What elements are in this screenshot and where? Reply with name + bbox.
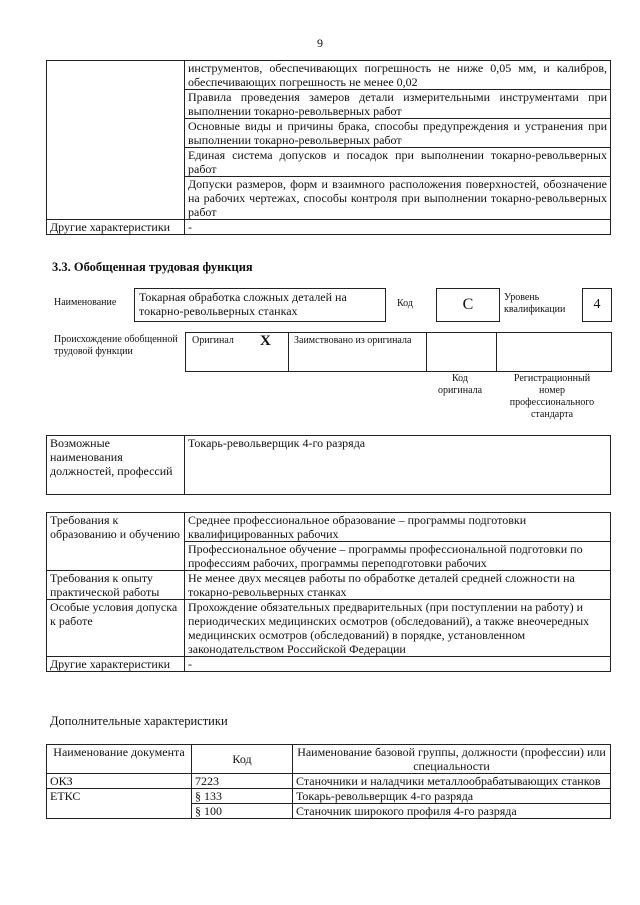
- table-row: [47, 513, 611, 542]
- level-box: [582, 288, 612, 322]
- row-name: Станочник широкого профиля 4-го разряда: [293, 804, 611, 819]
- additional-table: [46, 744, 611, 819]
- req-other-label: Другие характеристики: [47, 657, 185, 672]
- education-label: Требования к образованию и обучению: [47, 513, 185, 571]
- original-label: Оригинал: [192, 335, 234, 346]
- row-doc: ОКЗ: [47, 774, 192, 789]
- experience-label: Требования к опыту практической работы: [47, 571, 185, 600]
- table-row: [47, 745, 611, 774]
- section-title: 3.3. Обобщенная трудовая функция: [52, 260, 253, 274]
- table-cell: Основные виды и причины брака, способы предупреждения и устранения при выполнении токарно-револьверных работ: [185, 119, 611, 148]
- name-label: Наименование: [54, 297, 117, 308]
- level-label: Уровень квалификации: [504, 292, 566, 315]
- function-name-box: [134, 288, 386, 322]
- row-code: § 100: [192, 804, 293, 819]
- education-value: Среднее профессиональное образование – программы подготовки квалифицированных рабочих: [185, 513, 611, 542]
- borrowed-label: Заимствовано из оригинала: [294, 335, 412, 346]
- code-value: C: [462, 296, 474, 313]
- code-caption: Код оригинала: [437, 373, 483, 396]
- table-row: [47, 600, 611, 657]
- table-cell: Правила проведения замеров детали измерительными инструментами при выполнении токарно-револьверных работ: [185, 90, 611, 119]
- row-code: § 133: [192, 789, 293, 804]
- positions-table: [46, 435, 611, 495]
- table-row: [47, 657, 611, 672]
- header-name: Наименование базовой группы, должности (профессии) или специальности: [293, 745, 611, 774]
- empty-label-cell: [47, 61, 185, 220]
- code-box: [436, 288, 500, 322]
- function-name-value: Токарная обработка сложных деталей на токарно-револьверных станках: [139, 290, 347, 318]
- other-characteristics-value: -: [185, 220, 611, 235]
- table-cell: Единая система допусков и посадок при выполнении токарно-револьверных работ: [185, 148, 611, 177]
- row-name: Станочники и наладчики металлообрабатывающих станков: [293, 774, 611, 789]
- experience-value: Не менее двух месяцев работы по обработке деталей средней сложности на токарно-револьверных станках: [185, 571, 611, 600]
- code-label: Код: [397, 298, 413, 309]
- positions-label: Возможные наименования должностей, профессий: [47, 436, 185, 495]
- header-code: Код: [192, 745, 293, 774]
- reg-caption: Регистрационный номер профессионального стандарта: [509, 373, 595, 420]
- origin-boxes: [185, 332, 612, 372]
- table-row: [47, 436, 611, 495]
- special-value: Прохождение обязательных предварительных (при поступлении на работу) и периодических медицинских осмотров (обследований), а также внеочередных медицинских осмотров (обследований) в порядке, установленном законодательством Российской Федерации: [185, 600, 611, 657]
- row-doc: ЕТКС: [47, 789, 192, 819]
- knowledge-table: [46, 60, 611, 235]
- positions-value: Токарь-револьверщик 4-го разряда: [185, 436, 611, 495]
- table-row: [47, 220, 611, 235]
- table-row: [47, 789, 611, 804]
- page-number: 9: [317, 36, 323, 50]
- original-mark: X: [260, 333, 271, 349]
- additional-title: Дополнительные характеристики: [50, 714, 228, 728]
- table-cell: Допуски размеров, форм и взаимного расположения поверхностей, обозначение на рабочих чертежах, способы контроля при выполнении токарно-револьверных работ: [185, 177, 611, 220]
- level-value: 4: [593, 297, 601, 312]
- divider: [426, 333, 427, 371]
- table-row: [47, 571, 611, 600]
- row-name: Токарь-револьверщик 4-го разряда: [293, 789, 611, 804]
- requirements-table: [46, 512, 611, 672]
- req-other-value: -: [185, 657, 611, 672]
- other-characteristics-label: Другие характеристики: [47, 220, 185, 235]
- header-doc: Наименование документа: [47, 745, 192, 774]
- divider: [288, 333, 289, 371]
- table-row: [47, 774, 611, 789]
- divider: [496, 333, 497, 371]
- origin-label: Происхождение обобщенной трудовой функции: [54, 334, 178, 357]
- table-cell: инструментов, обеспечивающих погрешность не ниже 0,05 мм, и калибров, обеспечивающих погрешность не менее 0,02: [185, 61, 611, 90]
- row-code: 7223: [192, 774, 293, 789]
- special-label: Особые условия допуска к работе: [47, 600, 185, 657]
- education-value: Профессиональное обучение – программы профессиональной подготовки по профессиям рабочих, программы переподготовки рабочих: [185, 542, 611, 571]
- table-row: [47, 61, 611, 90]
